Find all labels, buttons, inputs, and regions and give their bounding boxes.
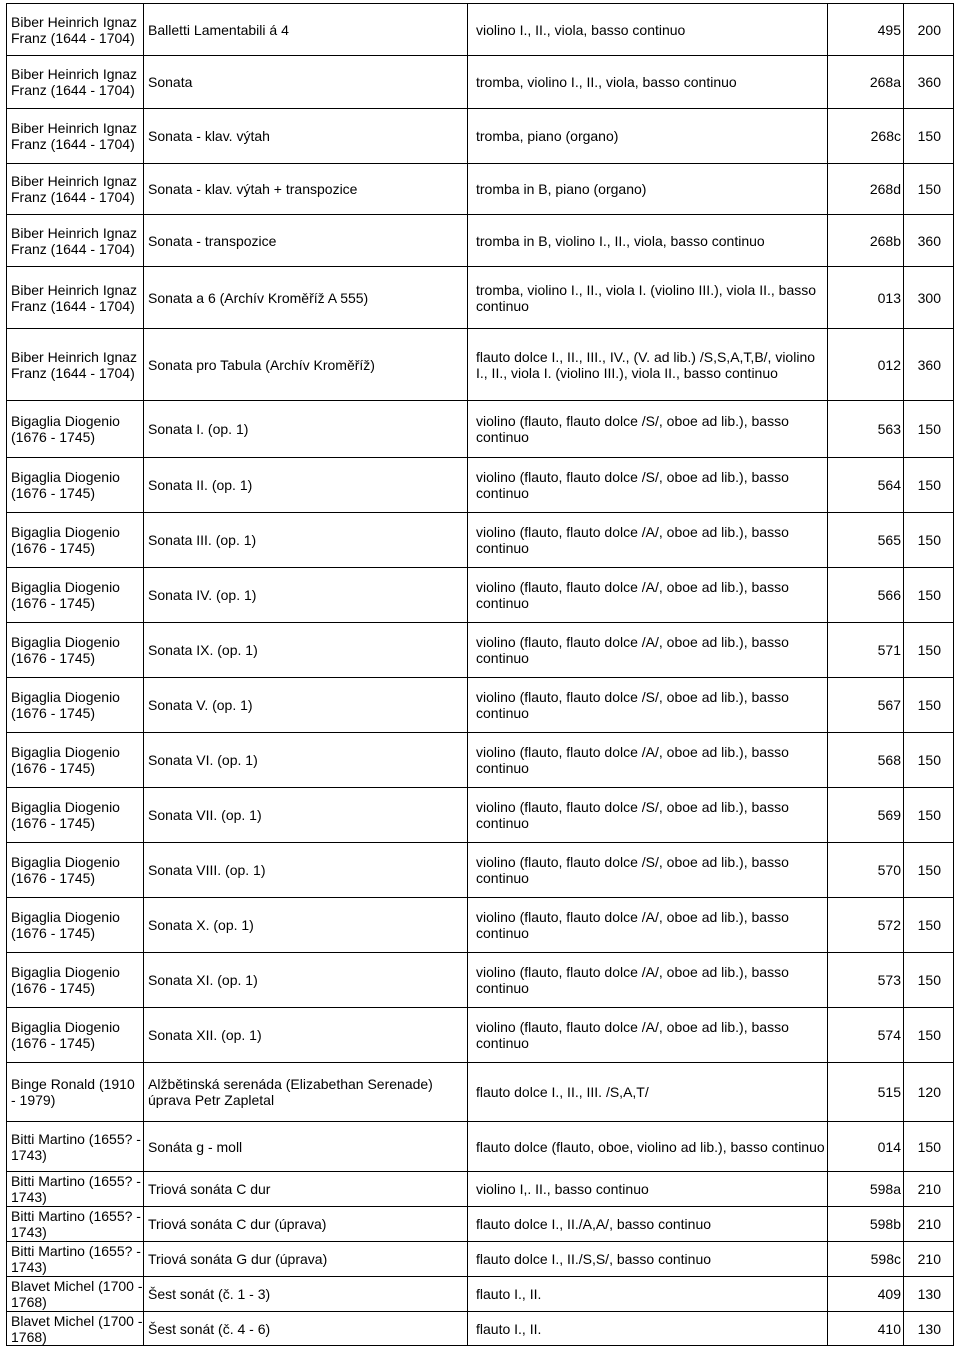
price-cell xyxy=(904,843,954,897)
title-cell xyxy=(144,843,468,897)
title-cell xyxy=(144,267,468,328)
instruments-cell xyxy=(468,1063,828,1121)
title-cell xyxy=(144,4,468,55)
catalog-number-cell xyxy=(828,215,904,266)
price-cell xyxy=(904,56,954,108)
instruments-cell-text: violino (flauto, flauto dolce /A/, oboe ad lib.), basso continuo xyxy=(476,634,789,666)
table-row xyxy=(6,1063,954,1122)
title-cell xyxy=(144,1172,468,1206)
instruments-cell xyxy=(468,788,828,842)
composer-cell-text: Blavet Michel (1700 - 1768) xyxy=(11,1312,143,1345)
table-row xyxy=(6,733,954,788)
price-cell xyxy=(904,1242,954,1276)
composer-cell-text: Bigaglia Diogenio (1676 - 1745) xyxy=(11,964,120,996)
catalog-number-cell xyxy=(828,1063,904,1121)
composer-cell xyxy=(6,267,144,328)
composer-cell xyxy=(6,678,144,732)
table-row xyxy=(6,623,954,678)
title-cell-text: Sonata xyxy=(148,74,193,90)
composer-cell-text: Bigaglia Diogenio (1676 - 1745) xyxy=(11,634,120,666)
catalog-number-cell-text: 569 xyxy=(877,807,901,823)
title-cell-text: Sonata VIII. (op. 1) xyxy=(148,862,266,878)
price-cell-text: 300 xyxy=(917,289,941,306)
table-row xyxy=(6,1122,954,1172)
price-cell xyxy=(904,1277,954,1311)
instruments-cell xyxy=(468,1172,828,1206)
composer-cell-text: Bitti Martino (1655? - 1743) xyxy=(11,1243,141,1275)
catalog-number-cell xyxy=(828,109,904,163)
table-row xyxy=(6,953,954,1008)
catalog-number-cell-text: 568 xyxy=(877,752,901,768)
title-cell xyxy=(144,1122,468,1171)
price-cell-text: 150 xyxy=(917,587,941,603)
catalog-number-cell xyxy=(828,678,904,732)
price-cell xyxy=(904,1008,954,1062)
catalog-number-cell xyxy=(828,898,904,952)
instruments-cell-text: flauto I., II. xyxy=(476,1320,542,1337)
price-cell xyxy=(904,788,954,842)
catalog-number-cell-text: 013 xyxy=(877,289,901,306)
catalog-number-cell xyxy=(828,1312,904,1345)
price-cell xyxy=(904,267,954,328)
title-cell xyxy=(144,678,468,732)
instruments-cell xyxy=(468,568,828,622)
composer-cell xyxy=(6,898,144,952)
instruments-cell xyxy=(468,953,828,1007)
instruments-cell xyxy=(468,1122,828,1171)
composer-cell-text: Bitti Martino (1655? - 1743) xyxy=(11,1130,141,1163)
catalog-number-cell xyxy=(828,4,904,55)
composer-cell xyxy=(6,1207,144,1241)
instruments-cell xyxy=(468,513,828,567)
title-cell xyxy=(144,1207,468,1241)
instruments-cell-text: violino (flauto, flauto dolce /S/, oboe ad lib.), basso continuo xyxy=(476,689,789,721)
price-cell xyxy=(904,953,954,1007)
instruments-cell-text: tromba in B, piano (organo) xyxy=(476,181,647,197)
catalog-number-cell xyxy=(828,843,904,897)
instruments-cell xyxy=(468,215,828,266)
title-cell-text: Sonata V. (op. 1) xyxy=(148,697,253,713)
catalog-number-cell-text: 564 xyxy=(877,477,901,493)
table-row xyxy=(6,215,954,267)
catalog-number-cell-text: 268a xyxy=(869,74,901,90)
price-cell xyxy=(904,1207,954,1241)
price-cell-text: 150 xyxy=(917,752,941,768)
table-row xyxy=(6,164,954,215)
price-cell-text: 360 xyxy=(917,356,941,373)
table-row xyxy=(6,3,954,56)
catalog-number-cell-text: 598a xyxy=(869,1181,901,1197)
instruments-cell xyxy=(468,898,828,952)
catalog-number-cell-text: 409 xyxy=(877,1286,901,1302)
catalog-number-cell-text: 012 xyxy=(877,356,901,373)
instruments-cell-text: violino (flauto, flauto dolce /S/, oboe ad lib.), basso continuo xyxy=(476,469,789,501)
catalog-number-cell xyxy=(828,1172,904,1206)
price-cell-text: 360 xyxy=(917,232,941,249)
composer-cell xyxy=(6,623,144,677)
instruments-cell-text: violino (flauto, flauto dolce /A/, oboe ad lib.), basso continuo xyxy=(476,964,789,996)
price-cell-text: 150 xyxy=(917,181,941,197)
table-row xyxy=(6,1277,954,1312)
table-row xyxy=(6,1312,954,1346)
instruments-cell xyxy=(468,4,828,55)
instruments-cell-text: violino (flauto, flauto dolce /S/, oboe ad lib.), basso continuo xyxy=(476,413,789,445)
title-cell-text: Sonata - klav. výtah xyxy=(148,128,270,144)
price-cell-text: 150 xyxy=(917,697,941,713)
title-cell xyxy=(144,1242,468,1276)
price-cell-text: 210 xyxy=(917,1181,941,1197)
table-row xyxy=(6,329,954,401)
price-cell xyxy=(904,678,954,732)
price-cell xyxy=(904,733,954,787)
title-cell-text: Sonata XII. (op. 1) xyxy=(148,1027,262,1043)
composer-cell-text: Bigaglia Diogenio (1676 - 1745) xyxy=(11,744,120,776)
composer-cell-text: Bigaglia Diogenio (1676 - 1745) xyxy=(11,689,120,721)
table-row xyxy=(6,513,954,568)
price-cell-text: 150 xyxy=(917,477,941,493)
instruments-cell xyxy=(468,1207,828,1241)
instruments-cell xyxy=(468,1242,828,1276)
composer-cell xyxy=(6,953,144,1007)
title-cell-text: Sonata IV. (op. 1) xyxy=(148,587,257,603)
title-cell xyxy=(144,109,468,163)
catalog-number-cell-text: 574 xyxy=(877,1027,901,1043)
catalog-number-cell-text: 268b xyxy=(869,232,901,249)
instruments-cell-text: flauto dolce I., II./S,S/, basso continuo xyxy=(476,1251,712,1267)
price-cell xyxy=(904,623,954,677)
price-cell xyxy=(904,1063,954,1121)
composer-cell-text: Bitti Martino (1655? - 1743) xyxy=(11,1173,141,1205)
instruments-cell xyxy=(468,329,828,400)
instruments-cell-text: flauto dolce (flauto, oboe, violino ad lib.), basso continuo xyxy=(476,1138,825,1155)
price-cell xyxy=(904,568,954,622)
table-row xyxy=(6,788,954,843)
table-row xyxy=(6,1242,954,1277)
instruments-cell-text: flauto I., II. xyxy=(476,1286,542,1302)
title-cell xyxy=(144,568,468,622)
table-row xyxy=(6,1172,954,1207)
instruments-cell xyxy=(468,401,828,457)
title-cell-text: Šest sonát (č. 1 - 3) xyxy=(148,1286,271,1302)
composer-cell-text: Bigaglia Diogenio (1676 - 1745) xyxy=(11,579,120,611)
title-cell-text: Sonata I. (op. 1) xyxy=(148,421,249,437)
catalog-number-cell xyxy=(828,329,904,400)
composer-cell-text: Bigaglia Diogenio (1676 - 1745) xyxy=(11,469,120,501)
instruments-cell xyxy=(468,678,828,732)
price-cell-text: 210 xyxy=(917,1251,941,1267)
composer-cell xyxy=(6,1277,144,1311)
composer-cell xyxy=(6,513,144,567)
price-cell-text: 150 xyxy=(917,1027,941,1043)
instruments-cell-text: flauto dolce I., II., III., IV., (V. ad lib.) /S,S,A,T,B/, violino I., II., viola I. (violino III.), viola II., basso continuo xyxy=(476,348,816,381)
price-cell-text: 210 xyxy=(917,1216,941,1232)
price-cell-text: 150 xyxy=(917,421,941,437)
title-cell xyxy=(144,788,468,842)
price-cell xyxy=(904,401,954,457)
catalog-number-cell xyxy=(828,733,904,787)
price-cell-text: 360 xyxy=(917,74,941,90)
catalog-number-cell xyxy=(828,1008,904,1062)
composer-cell xyxy=(6,1122,144,1171)
title-cell-text: Sonata II. (op. 1) xyxy=(148,477,253,493)
instruments-cell xyxy=(468,1008,828,1062)
title-cell-text: Alžbětinská serenáda (Elizabethan Serenade) úprava Petr Zapletal xyxy=(148,1076,433,1108)
catalog-number-cell xyxy=(828,623,904,677)
catalog-number-cell-text: 410 xyxy=(877,1320,901,1337)
title-cell-text: Sonata IX. (op. 1) xyxy=(148,642,258,658)
instruments-cell-text: flauto dolce I., II./A,A/, basso continuo xyxy=(476,1216,712,1232)
composer-cell-text: Bigaglia Diogenio (1676 - 1745) xyxy=(11,413,120,445)
composer-cell xyxy=(6,401,144,457)
price-cell-text: 150 xyxy=(917,862,941,878)
composer-cell-text: Biber Heinrich Ignaz Franz (1644 - 1704) xyxy=(11,348,138,381)
table-row xyxy=(6,1008,954,1063)
composer-cell xyxy=(6,733,144,787)
composer-cell xyxy=(6,843,144,897)
catalog-number-cell-text: 014 xyxy=(877,1138,901,1155)
catalog-number-cell-text: 572 xyxy=(877,917,901,933)
instruments-cell xyxy=(468,1277,828,1311)
instruments-cell-text: violino (flauto, flauto dolce /A/, oboe ad lib.), basso continuo xyxy=(476,524,789,556)
price-cell xyxy=(904,109,954,163)
composer-cell-text: Biber Heinrich Ignaz Franz (1644 - 1704) xyxy=(11,13,138,46)
composer-cell xyxy=(6,1063,144,1121)
price-cell-text: 150 xyxy=(917,807,941,823)
composer-cell-text: Biber Heinrich Ignaz Franz (1644 - 1704) xyxy=(11,173,138,205)
price-cell-text: 150 xyxy=(917,128,941,144)
price-cell xyxy=(904,4,954,55)
composer-cell xyxy=(6,329,144,400)
instruments-cell xyxy=(468,56,828,108)
title-cell-text: Sonata VI. (op. 1) xyxy=(148,752,258,768)
price-cell xyxy=(904,513,954,567)
composer-cell-text: Bigaglia Diogenio (1676 - 1745) xyxy=(11,524,120,556)
instruments-cell-text: flauto dolce I., II., III. /S,A,T/ xyxy=(476,1084,649,1100)
table-row xyxy=(6,458,954,513)
composer-cell xyxy=(6,56,144,108)
catalog-number-cell-text: 567 xyxy=(877,697,901,713)
catalog-number-cell xyxy=(828,401,904,457)
title-cell-text: Šest sonát (č. 4 - 6) xyxy=(148,1320,271,1337)
table-row xyxy=(6,267,954,329)
price-cell-text: 150 xyxy=(917,1138,941,1155)
table-row xyxy=(6,1207,954,1242)
instruments-cell xyxy=(468,843,828,897)
composer-cell xyxy=(6,568,144,622)
instruments-cell xyxy=(468,623,828,677)
composer-cell-text: Bitti Martino (1655? - 1743) xyxy=(11,1208,141,1240)
price-cell xyxy=(904,164,954,214)
instruments-cell-text: violino I., II., viola, basso continuo xyxy=(476,21,686,38)
price-cell xyxy=(904,1122,954,1171)
composer-cell-text: Biber Heinrich Ignaz Franz (1644 - 1704) xyxy=(11,66,138,98)
title-cell-text: Triová sonáta C dur (úprava) xyxy=(148,1216,327,1232)
title-cell-text: Sonata III. (op. 1) xyxy=(148,532,257,548)
instruments-cell-text: tromba in B, violino I., II., viola, basso continuo xyxy=(476,232,765,249)
title-cell xyxy=(144,164,468,214)
composer-cell-text: Bigaglia Diogenio (1676 - 1745) xyxy=(11,1019,120,1051)
catalog-number-cell-text: 566 xyxy=(877,587,901,603)
instruments-cell xyxy=(468,267,828,328)
catalog-number-cell-text: 598b xyxy=(869,1216,901,1232)
catalog-number-cell-text: 598c xyxy=(870,1251,901,1267)
instruments-cell-text: tromba, piano (organo) xyxy=(476,128,619,144)
composer-cell-text: Bigaglia Diogenio (1676 - 1745) xyxy=(11,909,120,941)
catalog-number-cell-text: 515 xyxy=(877,1084,901,1100)
title-cell xyxy=(144,513,468,567)
composer-cell xyxy=(6,1242,144,1276)
instruments-cell-text: violino (flauto, flauto dolce /S/, oboe ad lib.), basso continuo xyxy=(476,799,789,831)
instruments-cell xyxy=(468,458,828,512)
price-cell xyxy=(904,458,954,512)
title-cell-text: Sonata VII. (op. 1) xyxy=(148,807,262,823)
instruments-cell-text: tromba, violino I., II., viola I. (violino III.), viola II., basso continuo xyxy=(476,281,817,314)
instruments-cell xyxy=(468,733,828,787)
price-cell-text: 150 xyxy=(917,972,941,988)
title-cell xyxy=(144,1008,468,1062)
composer-cell-text: Biber Heinrich Ignaz Franz (1644 - 1704) xyxy=(11,120,138,152)
title-cell-text: Sonáta g - moll xyxy=(148,1138,243,1155)
catalog-number-cell-text: 571 xyxy=(877,642,901,658)
price-cell xyxy=(904,329,954,400)
price-cell xyxy=(904,215,954,266)
price-cell-text: 130 xyxy=(917,1320,941,1337)
price-cell-text: 120 xyxy=(917,1084,941,1100)
table-row xyxy=(6,109,954,164)
title-cell xyxy=(144,733,468,787)
title-cell-text: Sonata XI. (op. 1) xyxy=(148,972,258,988)
catalog-number-cell xyxy=(828,1277,904,1311)
catalog-number-cell-text: 565 xyxy=(877,532,901,548)
composer-cell-text: Biber Heinrich Ignaz Franz (1644 - 1704) xyxy=(11,224,138,257)
composer-cell xyxy=(6,788,144,842)
catalog-number-cell xyxy=(828,568,904,622)
title-cell-text: Sonata X. (op. 1) xyxy=(148,917,254,933)
catalog-number-cell-text: 495 xyxy=(877,21,901,38)
catalog-number-cell xyxy=(828,953,904,1007)
instruments-cell-text: violino (flauto, flauto dolce /A/, oboe ad lib.), basso continuo xyxy=(476,1019,789,1051)
instruments-cell-text: tromba, violino I., II., viola, basso continuo xyxy=(476,74,737,90)
catalog-number-cell-text: 570 xyxy=(877,862,901,878)
composer-cell xyxy=(6,458,144,512)
catalog-number-cell xyxy=(828,458,904,512)
title-cell-text: Triová sonáta G dur (úprava) xyxy=(148,1251,328,1267)
title-cell xyxy=(144,623,468,677)
composer-cell-text: Bigaglia Diogenio (1676 - 1745) xyxy=(11,854,120,886)
instruments-cell-text: violino (flauto, flauto dolce /A/, oboe ad lib.), basso continuo xyxy=(476,579,789,611)
title-cell xyxy=(144,215,468,266)
title-cell-text: Sonata - transpozice xyxy=(148,232,277,249)
catalog-number-cell xyxy=(828,164,904,214)
catalog-number-cell xyxy=(828,1122,904,1171)
composer-cell xyxy=(6,1172,144,1206)
instruments-cell-text: violino (flauto, flauto dolce /A/, oboe ad lib.), basso continuo xyxy=(476,744,789,776)
catalog-number-cell-text: 573 xyxy=(877,972,901,988)
composer-cell-text: Biber Heinrich Ignaz Franz (1644 - 1704) xyxy=(11,281,138,314)
title-cell xyxy=(144,56,468,108)
catalog-number-cell xyxy=(828,267,904,328)
price-cell xyxy=(904,898,954,952)
title-cell-text: Sonata a 6 (Archív Kroměříž A 555) xyxy=(148,289,369,306)
composer-cell xyxy=(6,164,144,214)
table-row xyxy=(6,898,954,953)
composer-cell-text: Binge Ronald (1910 - 1979) xyxy=(11,1076,135,1108)
catalog-number-cell xyxy=(828,56,904,108)
price-cell-text: 150 xyxy=(917,917,941,933)
catalog-number-cell xyxy=(828,788,904,842)
title-cell-text: Sonata - klav. výtah + transpozice xyxy=(148,181,358,197)
title-cell xyxy=(144,898,468,952)
composer-cell xyxy=(6,1008,144,1062)
instruments-cell-text: violino I,. II., basso continuo xyxy=(476,1181,649,1197)
price-cell xyxy=(904,1172,954,1206)
price-cell-text: 150 xyxy=(917,642,941,658)
title-cell-text: Sonata pro Tabula (Archív Kroměříž) xyxy=(148,356,375,373)
composer-cell xyxy=(6,4,144,55)
table-row xyxy=(6,678,954,733)
title-cell xyxy=(144,1312,468,1345)
title-cell xyxy=(144,458,468,512)
price-cell-text: 130 xyxy=(917,1286,941,1302)
table-row xyxy=(6,401,954,458)
price-cell xyxy=(904,1312,954,1345)
title-cell xyxy=(144,401,468,457)
catalog-number-cell xyxy=(828,1242,904,1276)
catalog-number-cell-text: 563 xyxy=(877,421,901,437)
price-cell-text: 150 xyxy=(917,532,941,548)
composer-cell-text: Blavet Michel (1700 - 1768) xyxy=(11,1278,143,1310)
composer-cell xyxy=(6,1312,144,1345)
table-row xyxy=(6,843,954,898)
table-row xyxy=(6,568,954,623)
composer-cell xyxy=(6,215,144,266)
title-cell xyxy=(144,1277,468,1311)
catalog-number-cell-text: 268c xyxy=(870,128,901,144)
instruments-cell xyxy=(468,164,828,214)
composer-cell xyxy=(6,109,144,163)
catalog-number-cell-text: 268d xyxy=(869,181,901,197)
catalog-number-cell xyxy=(828,1207,904,1241)
instruments-cell xyxy=(468,1312,828,1345)
composer-cell-text: Bigaglia Diogenio (1676 - 1745) xyxy=(11,799,120,831)
title-cell-text: Balletti Lamentabili á 4 xyxy=(148,21,289,38)
price-cell-text: 200 xyxy=(917,21,941,38)
table-row xyxy=(6,56,954,109)
title-cell xyxy=(144,953,468,1007)
instruments-cell-text: violino (flauto, flauto dolce /A/, oboe ad lib.), basso continuo xyxy=(476,909,789,941)
title-cell xyxy=(144,1063,468,1121)
instruments-cell-text: violino (flauto, flauto dolce /S/, oboe ad lib.), basso continuo xyxy=(476,854,789,886)
title-cell-text: Triová sonáta C dur xyxy=(148,1181,271,1197)
title-cell xyxy=(144,329,468,400)
instruments-cell xyxy=(468,109,828,163)
catalog-number-cell xyxy=(828,513,904,567)
